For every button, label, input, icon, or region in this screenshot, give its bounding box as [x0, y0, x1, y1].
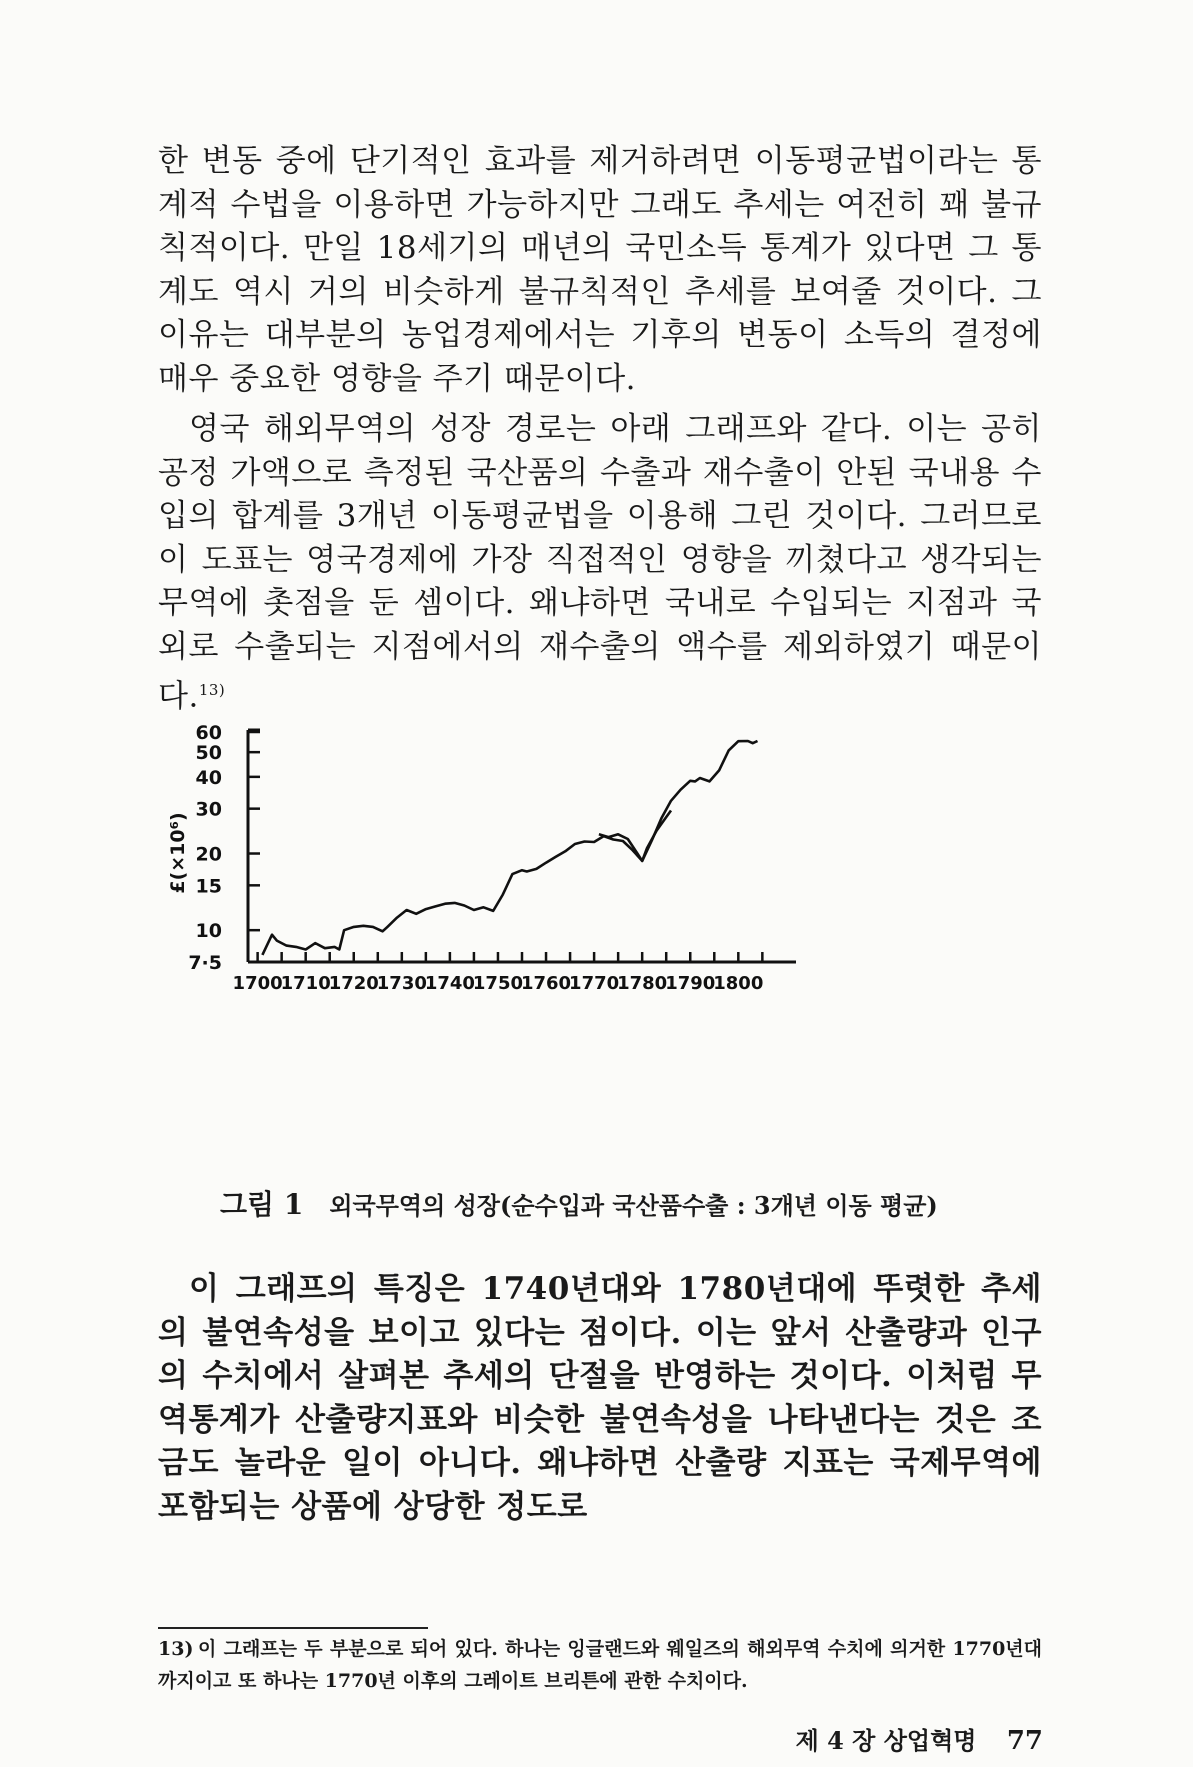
chapter-title: 상업혁명: [883, 1726, 977, 1755]
y-tick-label: 20: [195, 843, 222, 866]
y-axis-label: £(×10⁶): [167, 812, 189, 894]
x-tick-label: 1710: [280, 973, 331, 994]
figure-label: 그림 1: [220, 1188, 304, 1221]
chart-series: [262, 741, 757, 955]
page-number: 77: [1006, 1726, 1043, 1756]
x-tick-label: 1780: [617, 973, 668, 994]
series-line-1: [262, 741, 757, 955]
chart-frame: [248, 730, 796, 962]
footnote-number: 13): [158, 1638, 194, 1660]
footnote: [158, 1633, 1042, 1697]
trade-growth-chart: [167, 722, 846, 1002]
y-tick-label: 15: [195, 875, 222, 898]
running-head: [796, 1721, 1043, 1756]
x-axis-ticks: [233, 952, 764, 994]
x-tick-label: 1730: [376, 973, 427, 994]
x-tick-label: 1700: [232, 973, 283, 994]
x-tick-label: 1760: [520, 973, 572, 994]
body-paragraph-2: [158, 408, 1042, 719]
chapter-label: 제 4 장: [795, 1726, 876, 1755]
x-tick-label: 1720: [328, 973, 379, 994]
y-tick-label: 30: [195, 798, 222, 821]
x-tick-label: 1790: [665, 973, 716, 994]
footnote-reference[interactable]: 13): [198, 681, 226, 699]
body-paragraph-1: 한 변동 중에 단기적인 효과를 제거하려면 이동평균법이라는 통계적 수법을 이용하면 가능하지만 그래도 추세는 여전히 꽤 불규칙적이다. 만일 18세기의 매년의 국민소득 통계가 있다면 그 통계도 역시 거의 비슷하게 불규칙적인 추세를 보여줄 것이다. 그 이유는 대부분의 농업경제에서는 기후의 변동이 소득의 결정에 매우 중요한 영향을 주기 때문이다.: [158, 143, 1042, 397]
x-tick-label: 1770: [569, 973, 620, 994]
footnote-text: 이 그래프는 두 부분으로 되어 있다. 하나는 잉글랜드와 웨일즈의 해외무역 수치에 의거한 1770년대까지이고 또 하나는 1770년 이후의 그레이트 브리튼에 관한 수치이다.: [158, 1638, 1042, 1692]
y-tick-label: 60: [195, 722, 222, 744]
x-tick-label: 1800: [713, 973, 764, 994]
y-tick-label: 7·5: [188, 952, 222, 974]
figure-caption: [220, 1183, 1000, 1223]
body-paragraph-2-text: 영국 해외무역의 성장 경로는 아래 그래프와 같다. 이는 공히 공정 가액으로 측정된 국산품의 수출과 재수출이 안된 국내용 수입의 합계를 3개년 이동평균법을 이용해 그린 것이다. 그러므로 이 도표는 영국경제에 가장 직접적인 영향을 끼쳤다고 생각되는 무역에 촛점을 둔 셈이다. 왜냐하면 국내로 수입되는 지점과 국외로 수출되는 지점에서의 재수출의 액수를 제외하였기 때문이다.: [158, 411, 1042, 715]
y-tick-label: 40: [195, 766, 222, 789]
figure-caption-text: 외국무역의 성장(순수입과 국산품수출 : 3개년 이동 평균): [329, 1191, 938, 1220]
x-tick-label: 1740: [424, 973, 475, 994]
y-tick-label: 10: [195, 920, 222, 943]
footnote-divider: [158, 1627, 428, 1629]
body-paragraph-3: 이 그래프의 특징은 1740년대와 1780년대에 뚜렷한 추세의 불연속성을 보이고 있다는 점이다. 이는 앞서 산출량과 인구의 수치에서 살펴본 추세의 단절을 반영하는 것이다. 이처럼 무역통계가 산출량지표와 비슷한 불연속성을 나타낸다는 것은 조금도 놀라운 일이 아니다. 왜냐하면 산출량 지표는 국제무역에 포함되는 상품에 상당한 정도로: [158, 1271, 1042, 1525]
y-tick-label: 50: [195, 742, 222, 765]
x-tick-label: 1750: [472, 973, 524, 994]
